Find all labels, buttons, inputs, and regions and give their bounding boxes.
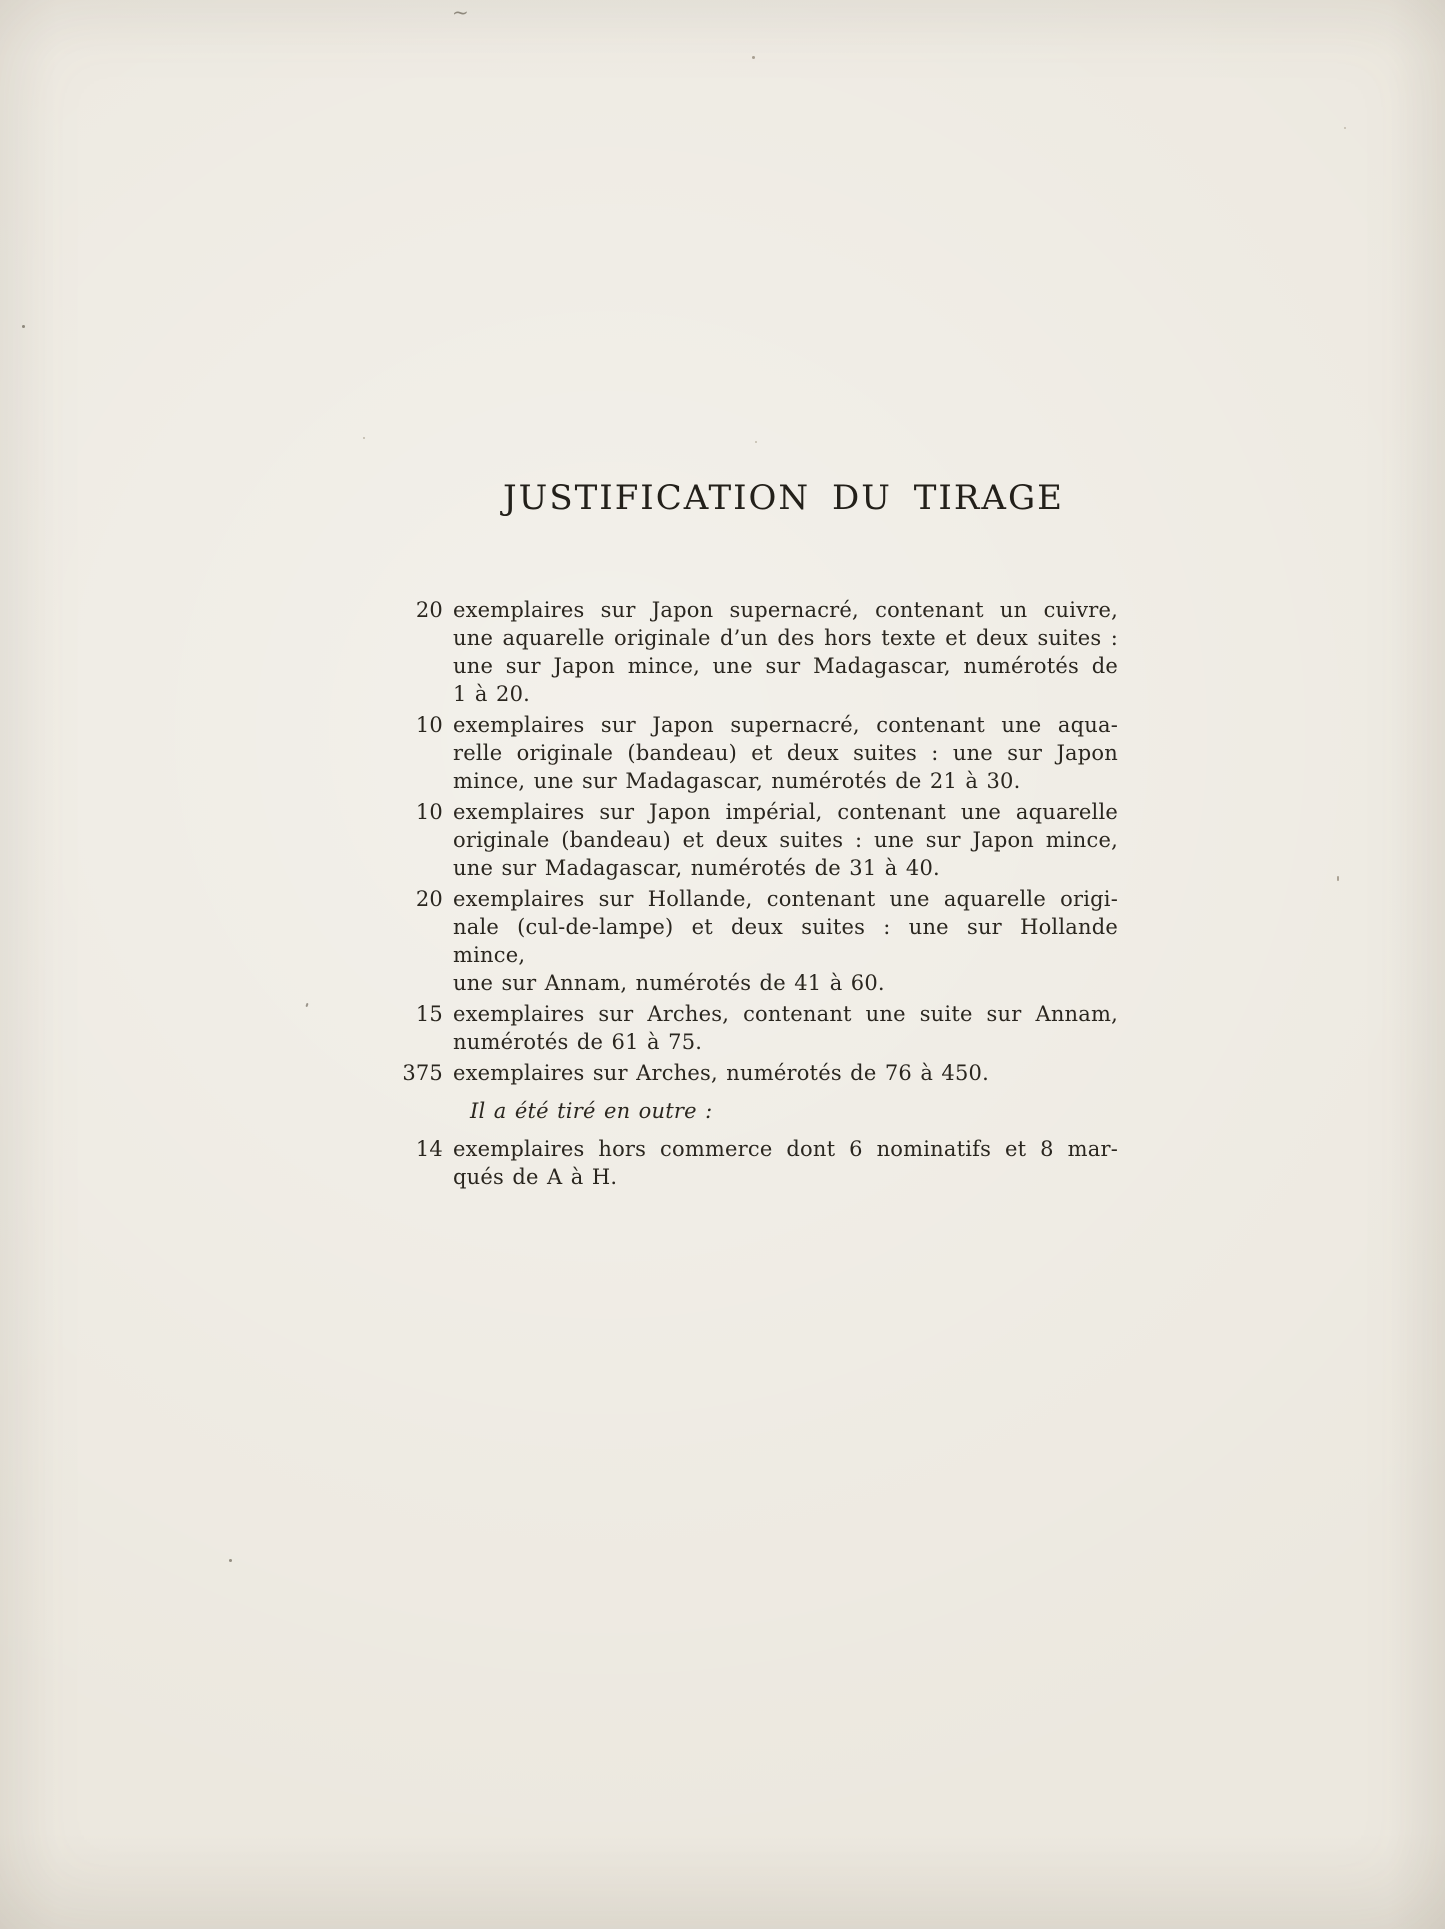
colophon-line: exemplaires sur Japon supernacré, contenant un cuivre, bbox=[453, 598, 1118, 622]
paper-speck bbox=[1337, 876, 1339, 881]
colophon-line: une aquarelle originale d’un des hors texte et deux suites : bbox=[453, 626, 1118, 650]
colophon-line: une sur Annam, numérotés de 41 à 60. bbox=[453, 971, 885, 995]
colophon-line: 1 à 20. bbox=[453, 682, 531, 706]
colophon-entry bbox=[401, 596, 1118, 708]
paper-speck bbox=[363, 437, 365, 439]
colophon-line: exemplaires sur Hollande, contenant une aquarelle origi- bbox=[453, 887, 1118, 911]
colophon-entry bbox=[401, 1000, 1118, 1056]
paper-speck bbox=[755, 441, 757, 443]
interlude-text: Il a été tiré en outre : bbox=[470, 1099, 713, 1123]
colophon-entry bbox=[401, 798, 1118, 882]
colophon-line: numérotés de 61 à 75. bbox=[453, 1030, 703, 1054]
colophon-body bbox=[401, 596, 1118, 1194]
colophon-entry bbox=[401, 885, 1118, 997]
colophon-entry bbox=[401, 711, 1118, 795]
colophon-line: exemplaires sur Japon impérial, contenant une aquarelle bbox=[453, 800, 1118, 824]
edition-description bbox=[453, 711, 1118, 795]
edition-count: 10 bbox=[415, 713, 443, 737]
colophon-line: exemplaires sur Arches, contenant une suite sur Annam, bbox=[453, 1002, 1118, 1026]
page-title: JUSTIFICATION DU TIRAGE bbox=[503, 478, 1064, 518]
paper-speck bbox=[1344, 127, 1346, 129]
paper-speck bbox=[22, 325, 25, 328]
edition-count: 375 bbox=[402, 1061, 443, 1085]
colophon-line: une sur Madagascar, numérotés de 31 à 40. bbox=[453, 856, 940, 880]
colophon-entry bbox=[401, 1135, 1118, 1191]
edition-description bbox=[453, 596, 1118, 708]
colophon-interlude bbox=[401, 1097, 1118, 1125]
colophon-line: exemplaires hors commerce dont 6 nominatifs et 8 mar- bbox=[453, 1137, 1118, 1161]
edition-count: 20 bbox=[415, 598, 443, 622]
colophon-line: originale (bandeau) et deux suites : une sur Japon mince, bbox=[453, 828, 1118, 852]
paper-speck bbox=[752, 56, 755, 59]
paper-speck: ~ bbox=[452, 0, 469, 24]
edition-description bbox=[453, 1135, 1118, 1191]
paper-speck bbox=[229, 1559, 232, 1562]
colophon-line: mince, une sur Madagascar, numérotés de 21 à 30. bbox=[453, 769, 1021, 793]
paper-speck bbox=[305, 1003, 308, 1007]
edition-description bbox=[453, 798, 1118, 882]
colophon-line: une sur Japon mince, une sur Madagascar, numérotés de bbox=[453, 654, 1118, 678]
colophon-line: nale (cul-de-lampe) et deux suites : une sur Hollande mince, bbox=[453, 915, 1118, 967]
edition-description bbox=[453, 1059, 1118, 1087]
colophon-line: exemplaires sur Japon supernacré, contenant une aqua- bbox=[453, 713, 1118, 737]
colophon-line: qués de A à H. bbox=[453, 1165, 618, 1189]
interlude-text-wrap bbox=[453, 1097, 1118, 1125]
edition-count: 15 bbox=[415, 1002, 443, 1026]
edition-count: 10 bbox=[415, 800, 443, 824]
colophon-line: relle originale (bandeau) et deux suites : une sur Japon bbox=[453, 741, 1118, 765]
edition-count: 20 bbox=[415, 887, 443, 911]
edition-description bbox=[453, 885, 1118, 997]
colophon-entry bbox=[401, 1059, 1118, 1087]
edition-description bbox=[453, 1000, 1118, 1056]
edition-count: 14 bbox=[415, 1137, 443, 1161]
colophon-line: exemplaires sur Arches, numérotés de 76 à 450. bbox=[453, 1061, 989, 1085]
